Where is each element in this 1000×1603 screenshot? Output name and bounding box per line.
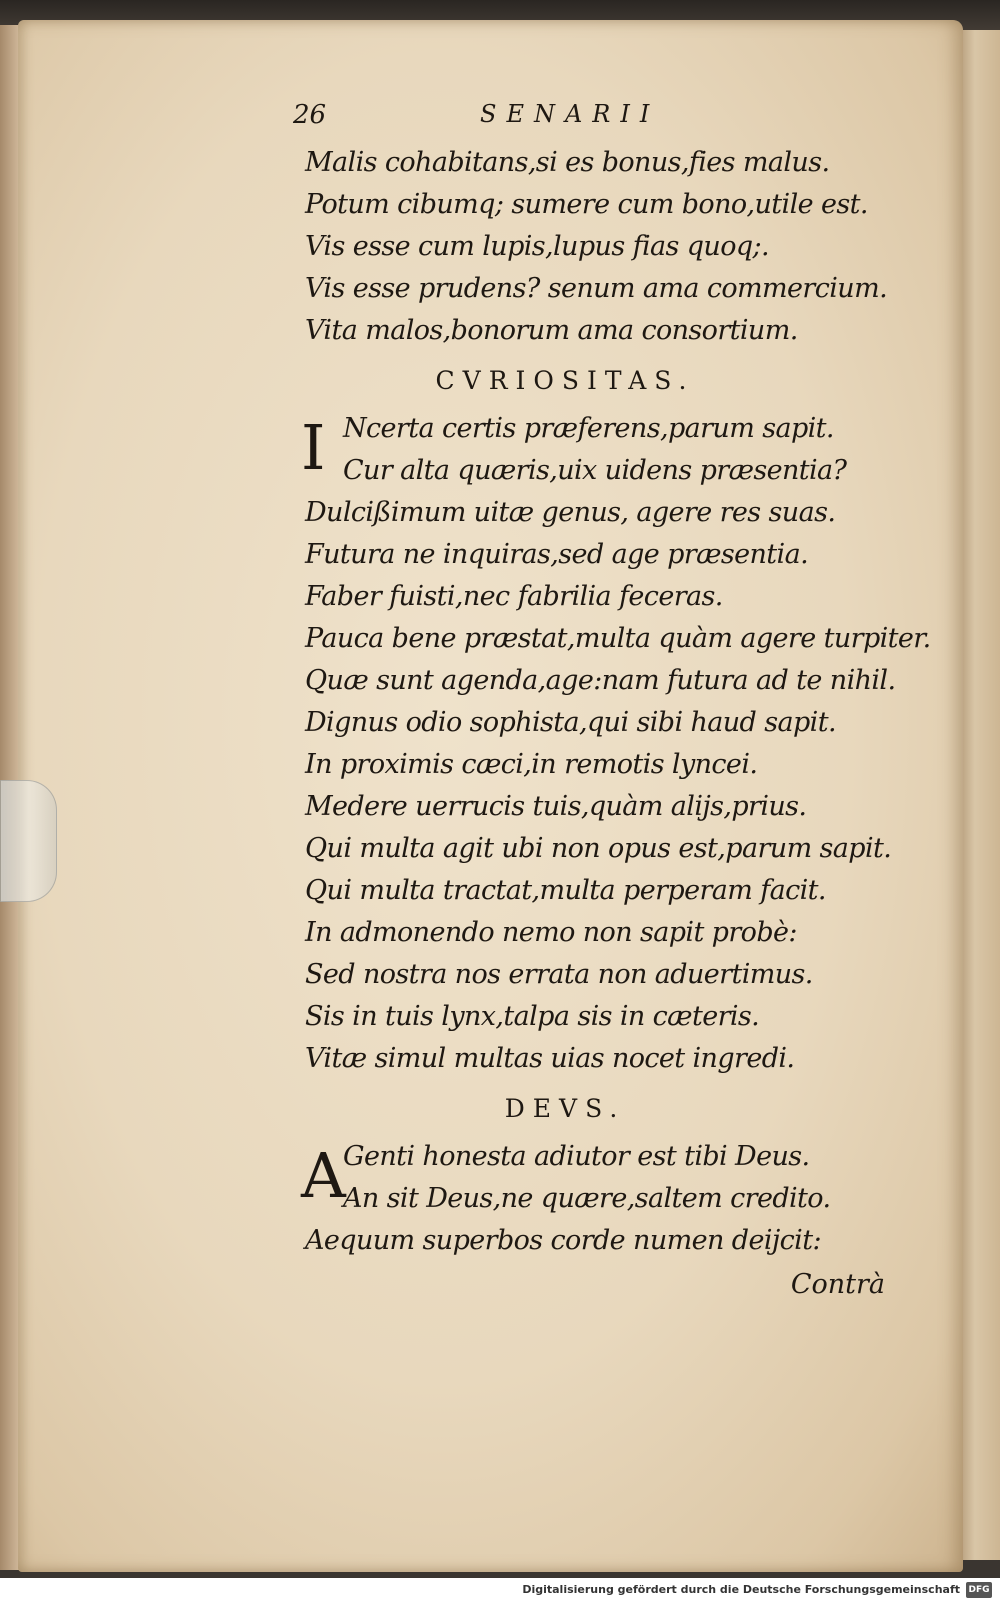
drop-cap: A bbox=[301, 1139, 346, 1212]
verse-line: Sed nostra nos errata non aduertimus. bbox=[305, 959, 813, 990]
section-title: CVRIOSITAS. bbox=[435, 366, 695, 395]
initial-block bbox=[301, 1136, 905, 1220]
verse-line: Cur alta quæris,uix uidens præsentia? bbox=[343, 455, 847, 486]
verse-line: Genti honesta adiutor est tibi Deus. bbox=[343, 1141, 810, 1172]
section-title: DEVS. bbox=[504, 1094, 626, 1123]
verse-line: Futura ne inquiras,sed age præsentia. bbox=[305, 539, 809, 570]
page-text bbox=[293, 92, 931, 1308]
verse-line: In admonendo nemo non sapit probè: bbox=[305, 917, 797, 948]
page-number: 26 bbox=[293, 100, 327, 130]
section-deus bbox=[301, 1088, 905, 1262]
verse-line: Faber fuisti,nec fabrilia feceras. bbox=[305, 581, 723, 612]
verse-line: Dulcißimum uitæ genus, agere res suas. bbox=[305, 497, 836, 528]
verse-line: Qui multa tractat,multa perperam facit. bbox=[305, 875, 826, 906]
section-curiositas bbox=[301, 360, 931, 1080]
section-continuation bbox=[305, 142, 905, 352]
verse-line: Sis in tuis lynx,talpa sis in cæteris. bbox=[305, 1001, 760, 1032]
footer-bar bbox=[0, 1578, 1000, 1603]
verse-line: An sit Deus,ne quære,saltem credito. bbox=[343, 1183, 831, 1214]
verse-line: Pauca bene præstat,multa quàm agere turpiter. bbox=[305, 623, 931, 654]
verse-line: Vitæ simul multas uias nocet ingredi. bbox=[305, 1043, 795, 1074]
dfg-logo: DFG bbox=[966, 1582, 992, 1598]
verse-line: Vita malos,bonorum ama consortium. bbox=[305, 315, 798, 346]
verse-line: Quæ sunt agenda,age:nam futura ad te nihil. bbox=[305, 665, 896, 696]
running-head: SENARII bbox=[480, 100, 660, 128]
verse-line: Ncerta certis præferens,parum sapit. bbox=[343, 413, 834, 444]
verse-line: Medere uerrucis tuis,quàm alijs,prius. bbox=[305, 791, 807, 822]
catchword: Contrà bbox=[790, 1269, 885, 1300]
page-clip bbox=[0, 780, 57, 902]
facing-page-edge bbox=[958, 30, 1000, 1560]
page-header bbox=[293, 92, 905, 142]
verse-line: Aequum superbos corde numen deijcit: bbox=[305, 1225, 821, 1256]
verse-line: In proximis cæci,in remotis lyncei. bbox=[305, 749, 758, 780]
verse-line: Vis esse prudens? senum ama commercium. bbox=[305, 273, 888, 304]
verse-line: Malis cohabitans,si es bonus,fies malus. bbox=[305, 147, 830, 178]
verse-line: Potum cibumq; sumere cum bono,utile est. bbox=[305, 189, 868, 220]
drop-cap: I bbox=[301, 411, 326, 484]
verse-line: Vis esse cum lupis,lupus fias quoq;. bbox=[305, 231, 770, 262]
verse-line: Qui multa agit ubi non opus est,parum sapit. bbox=[305, 833, 892, 864]
verse-line: Dignus odio sophista,qui sibi haud sapit. bbox=[305, 707, 836, 738]
initial-block bbox=[301, 408, 905, 492]
funding-credit: Digitalisierung gefördert durch die Deutsche Forschungsgemeinschaft bbox=[522, 1583, 960, 1596]
